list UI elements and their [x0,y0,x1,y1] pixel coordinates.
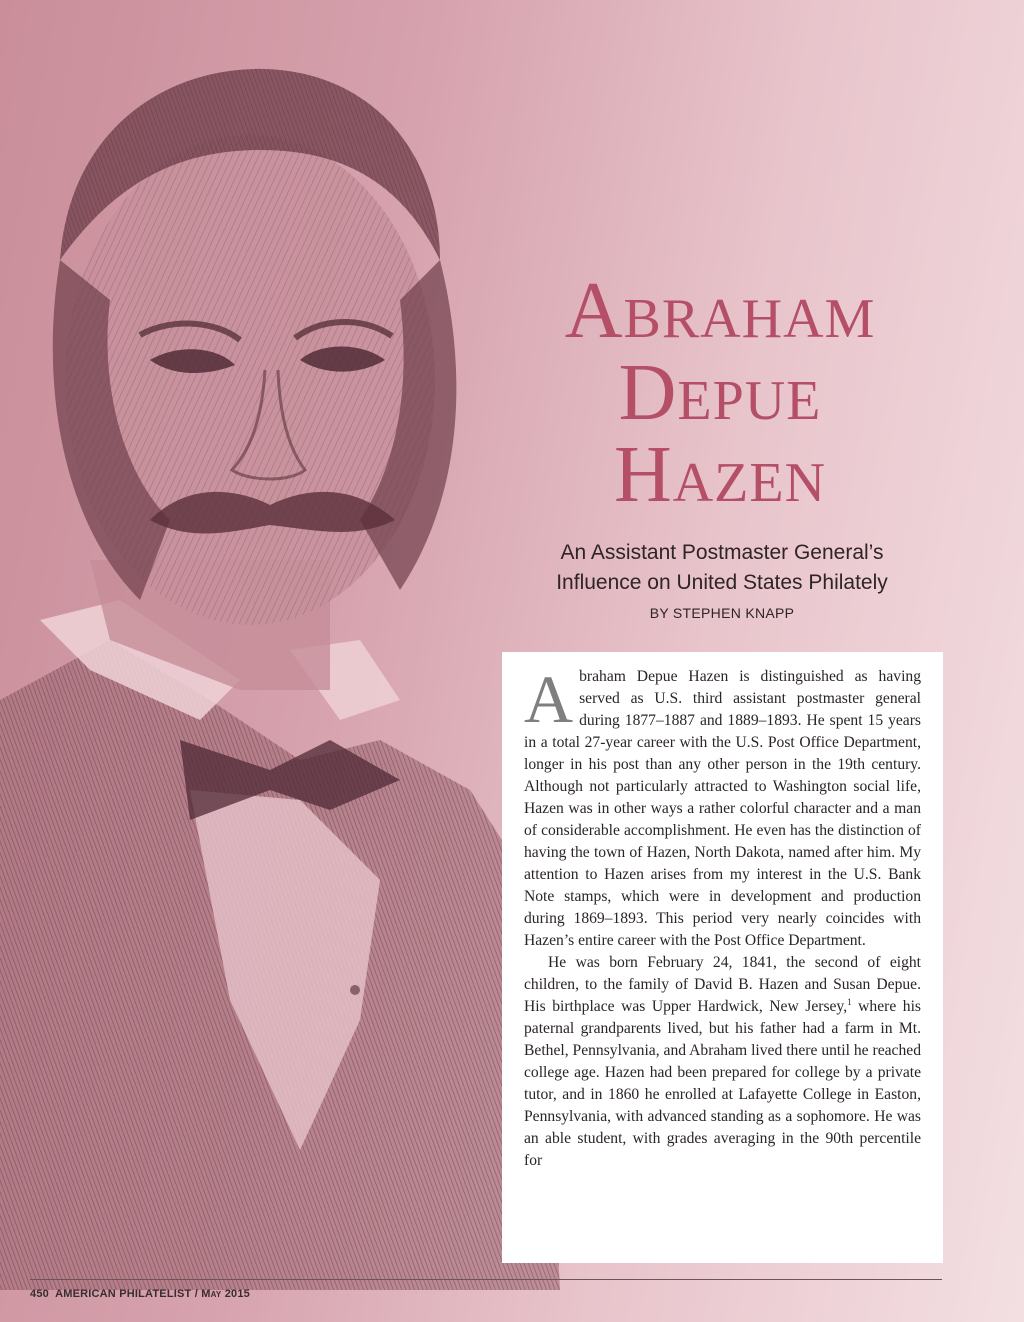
page-number: 450 [30,1288,49,1300]
paragraph-1 [524,661,921,952]
article-subtitle [508,538,936,598]
byline: BY STEPHEN KNAPP [649,605,795,621]
subtitle-line-2: Influence on United States Philately [556,571,888,594]
page-footer [30,1288,250,1300]
title-line-1: Abraham [564,267,876,355]
issue-month: May [201,1288,222,1300]
issue-year: 2015 [224,1288,250,1300]
article-title [500,267,940,519]
drop-cap: A [524,661,574,737]
paragraph-2 [524,952,921,1172]
paragraph-2-text-b: where his paternal grandparents lived, but his father had a farm in Mt. Bethel, Pennsylvania, and Abraham lived there until he reached college age. Hazen had been prepared for college by a private tutor, and in 1860 he enrolled at Lafayette College in Easton, Pennsylvania, with advanced standing as a sophomore. He was an able student, with grades averaging in the 90th percentile for [524,998,921,1169]
title-line-3: Hazen [613,431,827,519]
paragraph-1-text: braham Depue Hazen is distinguished as having served as U.S. third assistant postmaster general during 1877–1887 and 1889–1893. He spent 15 years in a total 27-year career with the U.S. Post Office Department, longer in his post than any other person in the 19th century. Although not particularly attracted to Washington social life, Hazen was in other ways a rather colorful character and a man of considerable accomplishment. He even has the distinction of having the town of Hazen, North Dakota, named after him. My attention to Hazen arises from my interest in the U.S. Bank Note stamps, which were in development and production during 1869–1893. This period very nearly coincides with Hazen’s entire career with the Post Office Department. [524,668,921,949]
subtitle-line-1: An Assistant Postmaster General’s [560,541,884,564]
publication-name: AMERICAN PHILATELIST [55,1288,192,1300]
footer-separator: / [194,1288,198,1300]
title-line-2: Depue [618,349,822,437]
footer-rule [30,1279,942,1280]
paragraph-2-text-a: He was born February 24, 1841, the second of eight children, to the family of David B. Hazen and Susan Depue. His birthplace was Upper Hardwick, New Jersey, [524,954,921,1015]
footnote-marker[interactable]: 1 [847,996,852,1007]
article-title-block [500,267,940,519]
article-body [502,652,943,1263]
